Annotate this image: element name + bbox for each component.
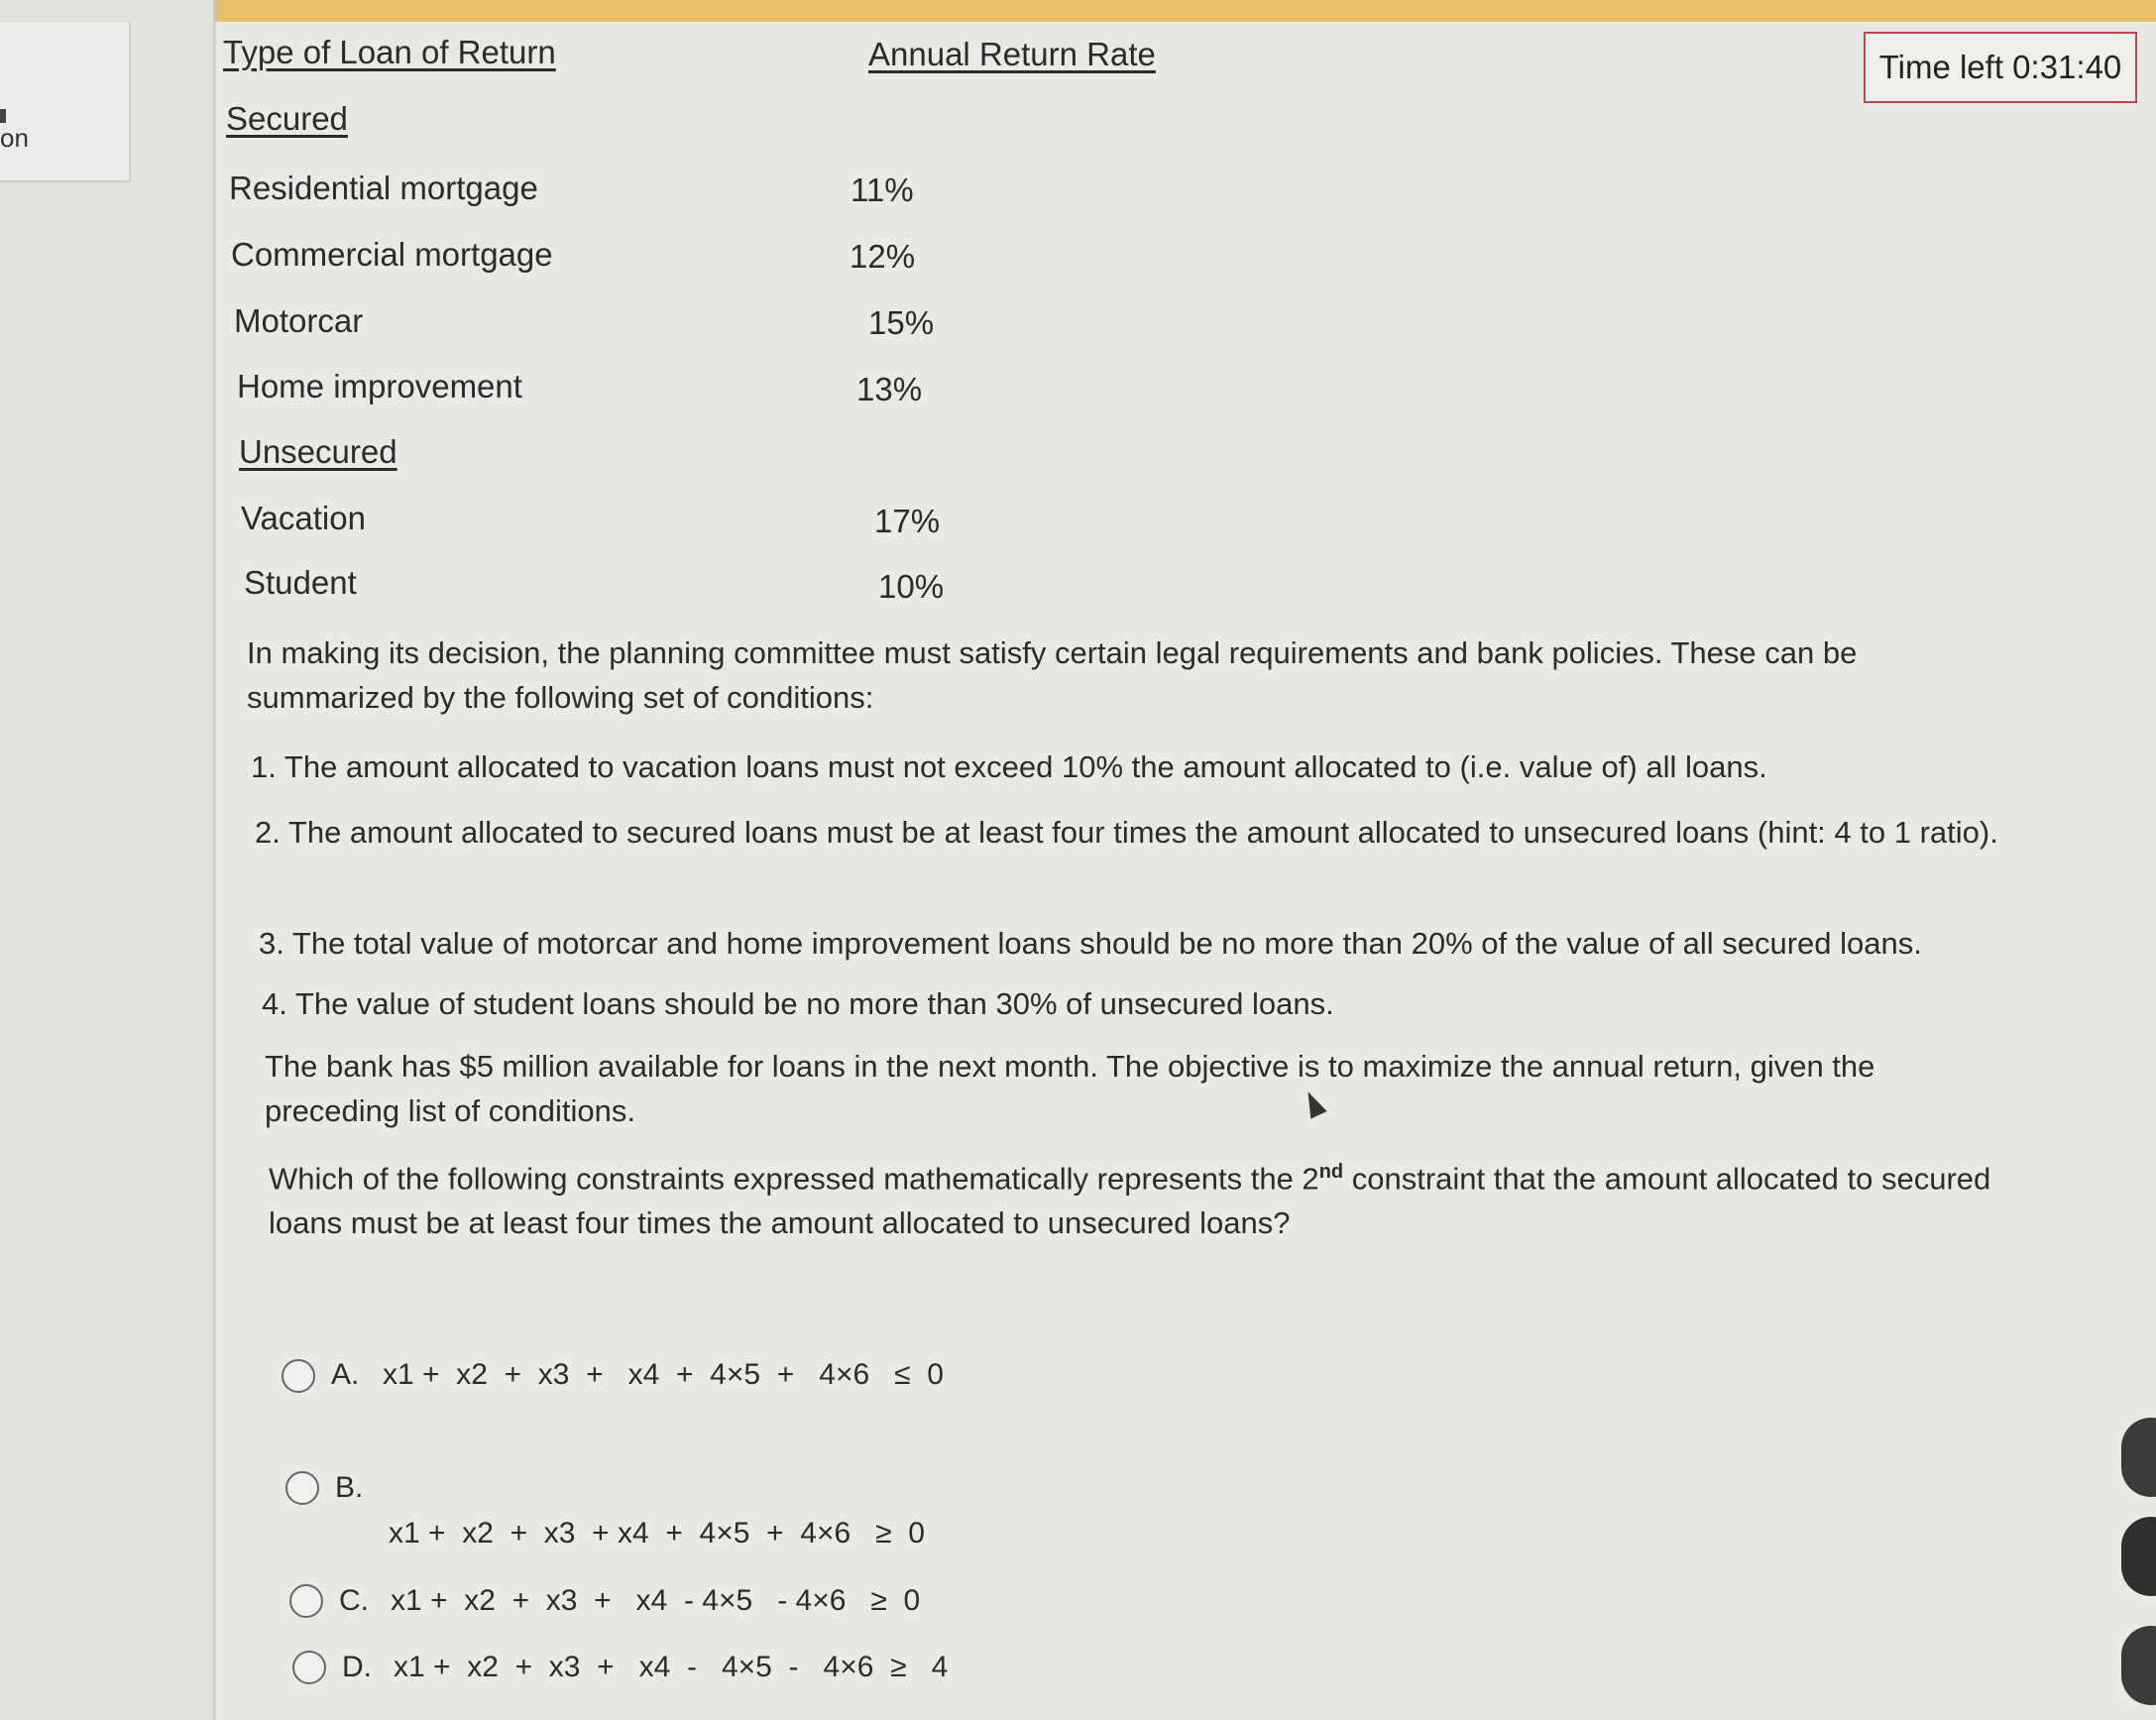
condition-3: 3. The total value of motorcar and home improvement loans should be no more than 20% of the value of all secured loans. [259, 926, 1922, 961]
option-c-radio[interactable] [289, 1584, 323, 1618]
loan-rate-student: 10% [878, 568, 945, 605]
intro-paragraph: In making its decision, the planning committee must satisfy certain legal requirements and bank policies. These can be summarized by the following set of conditions: [247, 635, 1858, 715]
question-prompt-text-continued: constraint that the amount allocated to secured loans must be at least four times the amount allocated to unsecured loans? [269, 1161, 1991, 1241]
cropped-glyph [0, 109, 6, 123]
option-c-expression[interactable]: x1 + x2 + x3 + x4 - 4×5 - 4×6 ≥ 0 [391, 1584, 921, 1617]
column-header-annual-return-rate: Annual Return Rate [868, 36, 1156, 72]
loan-name-student: Student [244, 564, 357, 601]
left-nav-tab[interactable] [0, 22, 131, 182]
option-d-radio[interactable] [292, 1651, 326, 1684]
option-d-expression[interactable]: x1 + x2 + x3 + x4 - 4×5 - 4×6 ≥ 4 [394, 1651, 949, 1683]
condition-4: 4. The value of student loans should be no more than 30% of unsecured loans. [262, 986, 1334, 1021]
side-help-button[interactable] [2121, 1626, 2156, 1705]
condition-1: 1. The amount allocated to vacation loans must not exceed 10% the amount allocated to (i.e. value of) all loans. [251, 749, 1767, 784]
loan-rate-home-improvement: 13% [856, 371, 923, 407]
question-content-area [216, 22, 2156, 1720]
condition-2: 2. The amount allocated to secured loans must be at least four times the amount allocated to unsecured loans (hint: 4 to 1 ratio). [255, 815, 1998, 850]
option-a-radio[interactable] [282, 1359, 315, 1393]
category-secured: Secured [226, 100, 348, 137]
loan-name-motorcar: Motorcar [234, 302, 364, 339]
left-navigation-pane [0, 0, 215, 1720]
option-a-letter[interactable]: A. [331, 1358, 360, 1391]
option-b-radio[interactable] [285, 1471, 319, 1505]
column-header-loan-type: Type of Loan of Return [223, 34, 556, 70]
side-floating-button[interactable] [2121, 1418, 2156, 1497]
category-unsecured: Unsecured [239, 433, 397, 470]
option-a-expression[interactable]: x1 + x2 + x3 + x4 + 4×5 + 4×6 ≤ 0 [383, 1358, 944, 1391]
loan-name-residential-mortgage: Residential mortgage [229, 170, 538, 206]
time-left-timer: Time left 0:31:40 [1864, 32, 2137, 103]
loan-rate-commercial-mortgage: 12% [850, 238, 916, 275]
side-chat-button[interactable] [2121, 1517, 2156, 1596]
left-nav-tab-label: on [0, 123, 29, 153]
browser-top-bar [0, 0, 2156, 22]
question-prompt [269, 1150, 2013, 1245]
loan-name-vacation: Vacation [241, 500, 366, 536]
loan-name-commercial-mortgage: Commercial mortgage [231, 236, 553, 273]
option-d-letter[interactable]: D. [342, 1651, 372, 1683]
question-prompt-superscript: nd [1318, 1161, 1344, 1183]
option-b-letter[interactable]: B. [335, 1471, 364, 1504]
budget-paragraph: The bank has $5 million available for loans in the next month. The objective is to maximize the annual return, given the preceding list of conditions. [265, 1049, 1875, 1128]
loan-name-home-improvement: Home improvement [237, 368, 522, 404]
question-prompt-text: Which of the following constraints expressed mathematically represents the 2 [269, 1161, 1319, 1197]
loan-rate-vacation: 17% [874, 503, 941, 539]
option-c-letter[interactable]: C. [339, 1584, 369, 1617]
loan-rate-motorcar: 15% [868, 304, 935, 341]
option-b-expression[interactable]: x1 + x2 + x3 + x4 + 4×5 + 4×6 ≥ 0 [389, 1517, 925, 1549]
loan-rate-residential-mortgage: 11% [851, 172, 914, 208]
